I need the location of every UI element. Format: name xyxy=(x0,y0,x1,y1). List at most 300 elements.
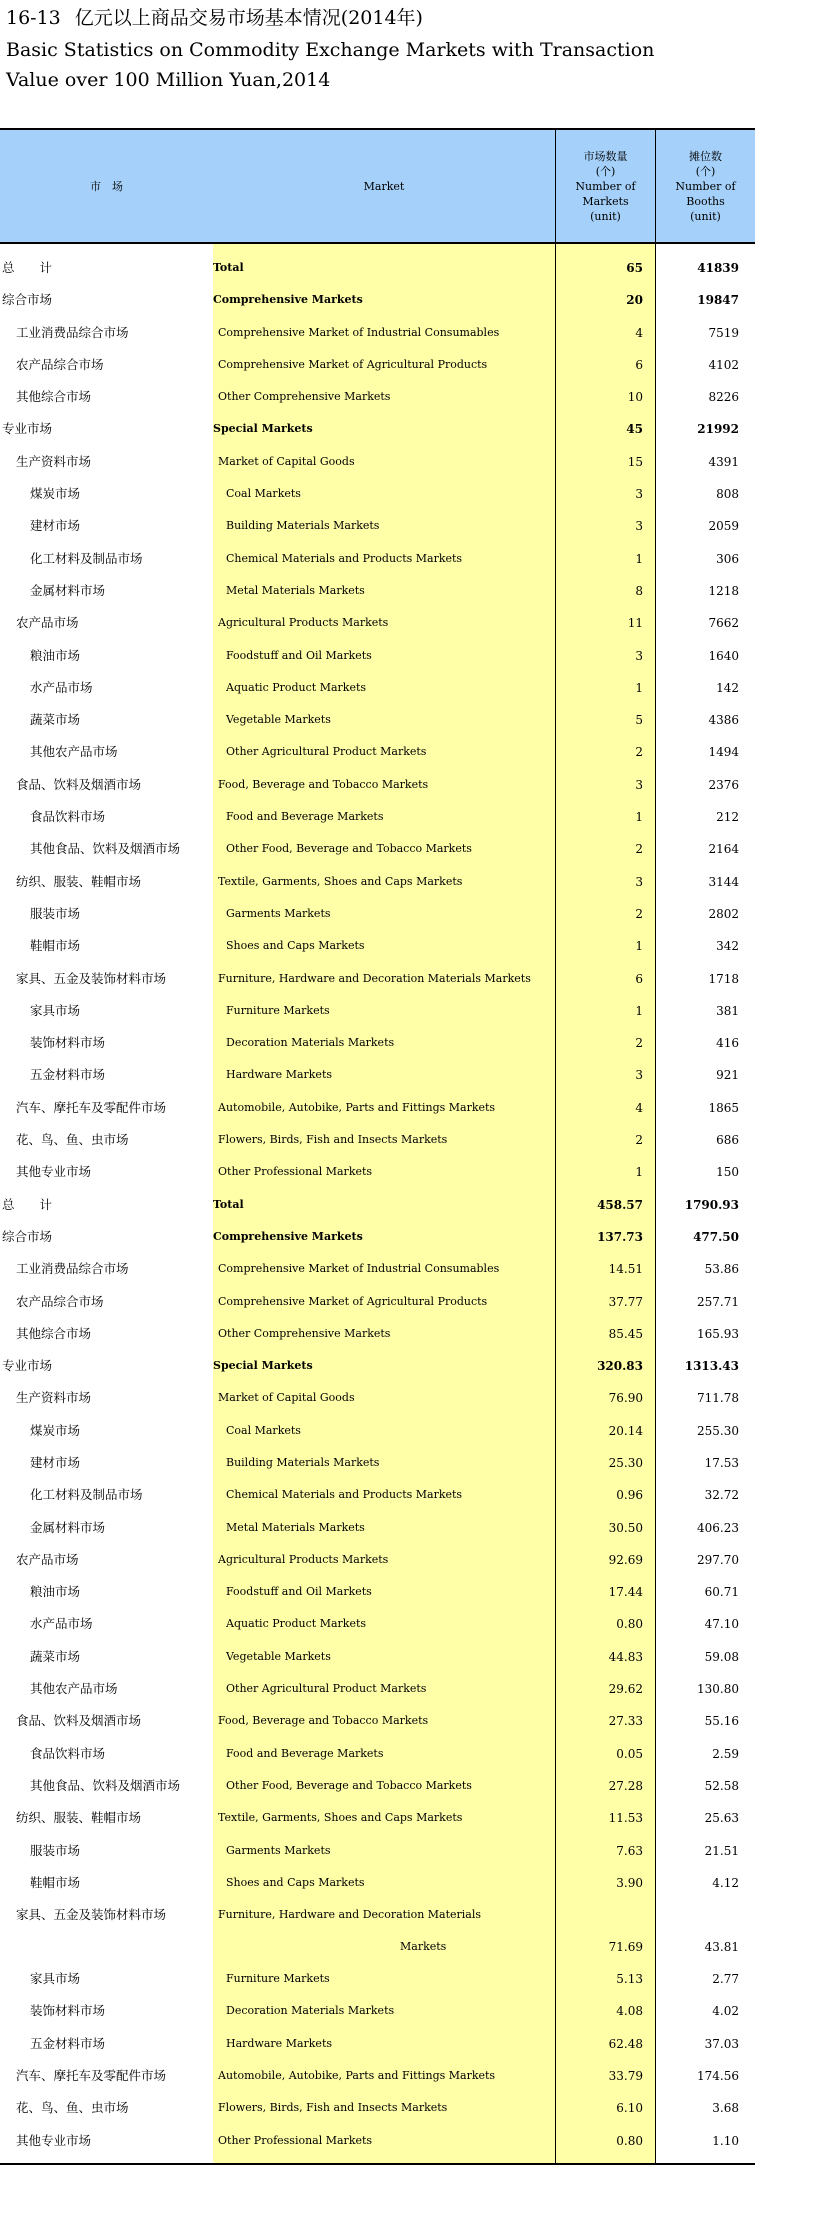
row-market-zh: 粮油市场 xyxy=(30,647,81,663)
row-value-markets: 11.53 xyxy=(608,1811,643,1826)
row-market-zh: 总 计 xyxy=(2,260,53,275)
row-value-markets: 71.69 xyxy=(608,1940,643,1955)
table-row xyxy=(0,1512,755,1544)
table-row xyxy=(0,1963,755,1995)
row-market-en: Building Materials Markets xyxy=(226,1455,380,1469)
row-value-markets: 27.33 xyxy=(608,1714,643,1729)
row-market-en: Hardware Markets xyxy=(226,1068,333,1082)
row-market-en: Coal Markets xyxy=(226,1423,301,1437)
table-row xyxy=(0,930,755,962)
row-value-booths: 381 xyxy=(716,1003,739,1018)
row-market-en: Comprehensive Markets xyxy=(213,1229,363,1243)
row-market-zh: 食品饮料市场 xyxy=(30,1745,106,1761)
row-value-booths: 37.03 xyxy=(704,2036,739,2051)
table-row xyxy=(0,607,755,639)
row-market-zh: 农产品市场 xyxy=(16,1551,79,1567)
table-row xyxy=(0,413,755,445)
row-market-en: Vegetable Markets xyxy=(226,1649,331,1663)
row-value-booths: 1640 xyxy=(708,648,739,663)
row-value-markets: 137.73 xyxy=(597,1229,643,1244)
row-market-zh: 其他农产品市场 xyxy=(30,1681,118,1697)
row-market-en: Total xyxy=(213,1197,244,1211)
row-market-zh: 专业市场 xyxy=(2,1358,53,1374)
row-market-zh: 金属材料市场 xyxy=(30,582,106,598)
row-value-booths: 4386 xyxy=(708,713,739,728)
row-value-booths: 2059 xyxy=(708,519,739,534)
row-market-zh: 鞋帽市场 xyxy=(30,938,81,954)
row-market-en: Other Professional Markets xyxy=(218,1165,373,1179)
row-market-en: Special Markets xyxy=(213,422,313,436)
row-market-zh: 蔬菜市场 xyxy=(30,712,81,728)
row-value-booths: 3144 xyxy=(708,874,739,889)
row-value-booths: 130.80 xyxy=(697,1682,739,1697)
row-value-markets: 3.90 xyxy=(616,1875,643,1890)
row-market-zh: 其他专业市场 xyxy=(16,2132,92,2148)
row-value-markets: 20.14 xyxy=(608,1423,643,1438)
table-row xyxy=(0,1770,755,1802)
row-market-en: Metal Materials Markets xyxy=(226,583,365,597)
table-row xyxy=(0,1899,755,1963)
row-market-en: Comprehensive Market of Agricultural Products xyxy=(218,357,488,371)
row-value-markets: 20 xyxy=(626,293,643,308)
row-market-zh: 其他综合市场 xyxy=(16,389,92,405)
row-market-en: Flowers, Birds, Fish and Insects Markets xyxy=(218,2101,448,2115)
row-market-zh: 总 计 xyxy=(2,1196,53,1212)
row-market-zh: 食品、饮料及烟酒市场 xyxy=(16,1713,142,1729)
row-value-markets: 33.79 xyxy=(608,2069,643,2084)
row-value-markets: 6 xyxy=(635,971,643,986)
row-market-zh: 食品饮料市场 xyxy=(30,809,106,825)
row-market-en: Textile, Garments, Shoes and Caps Markets xyxy=(218,1811,463,1825)
header-markets-unit: (unit) xyxy=(590,209,621,223)
table-row xyxy=(0,1608,755,1640)
row-value-booths: 297.70 xyxy=(697,1552,739,1567)
row-market-zh: 水产品市场 xyxy=(30,679,93,695)
row-market-en: Coal Markets xyxy=(226,487,301,501)
row-market-en: Other Agricultural Product Markets xyxy=(226,1682,427,1696)
row-value-markets: 3 xyxy=(635,874,643,889)
header-booths-count xyxy=(656,130,755,242)
row-value-markets: 15 xyxy=(627,454,643,469)
row-value-booths: 1494 xyxy=(708,745,739,760)
row-market-zh: 家具、五金及装饰材料市场 xyxy=(16,1907,167,1923)
row-value-markets: 30.50 xyxy=(608,1520,643,1535)
row-value-markets: 3 xyxy=(635,519,643,534)
row-market-en: Comprehensive Market of Agricultural Products xyxy=(218,1294,488,1308)
row-value-booths: 4.12 xyxy=(712,1875,739,1890)
table-title-zh-text: 亿元以上商品交易市场基本情况(2014年) xyxy=(74,7,423,29)
row-value-markets: 2 xyxy=(635,1133,643,1148)
table-number: 16-13 xyxy=(6,7,61,29)
table-row xyxy=(0,1867,755,1899)
table-row xyxy=(0,1544,755,1576)
table-row xyxy=(0,1318,755,1350)
row-value-booths: 1718 xyxy=(708,971,739,986)
row-market-en: Aquatic Product Markets xyxy=(226,1617,367,1631)
table-row xyxy=(0,381,755,413)
row-value-markets: 3 xyxy=(635,777,643,792)
table-title-en-line2: Value over 100 Million Yuan,2014 xyxy=(6,69,331,91)
row-value-booths: 4102 xyxy=(708,357,739,372)
row-value-markets: 5.13 xyxy=(616,1972,643,1987)
row-market-zh: 其他农产品市场 xyxy=(30,744,118,760)
row-value-markets: 0.05 xyxy=(616,1746,643,1761)
row-value-booths: 1313.43 xyxy=(684,1359,739,1374)
row-market-en: Chemical Materials and Products Markets xyxy=(226,551,463,565)
row-value-booths: 2164 xyxy=(708,842,739,857)
row-value-markets: 5 xyxy=(635,713,643,728)
table-row xyxy=(0,1092,755,1124)
table-row xyxy=(0,1189,755,1221)
row-market-zh: 生产资料市场 xyxy=(16,453,92,469)
row-market-zh: 食品、饮料及烟酒市场 xyxy=(16,776,142,792)
row-market-en: Agricultural Products Markets xyxy=(218,616,389,630)
row-value-markets: 45 xyxy=(626,422,643,437)
row-value-booths: 477.50 xyxy=(693,1229,739,1244)
row-value-booths: 1218 xyxy=(708,583,739,598)
row-market-en: Food, Beverage and Tobacco Markets xyxy=(218,777,429,791)
row-value-markets: 4 xyxy=(635,1100,643,1115)
header-markets-en2: Markets xyxy=(582,194,629,208)
row-value-booths: 32.72 xyxy=(704,1488,739,1503)
table-row xyxy=(0,995,755,1027)
row-value-booths: 7519 xyxy=(708,325,739,340)
row-market-zh: 农产品综合市场 xyxy=(16,356,104,372)
row-value-markets: 14.51 xyxy=(608,1262,643,1277)
row-market-en: Flowers, Birds, Fish and Insects Markets xyxy=(218,1133,448,1147)
row-market-zh: 生产资料市场 xyxy=(16,1390,92,1406)
table-row xyxy=(0,446,755,478)
row-value-booths: 686 xyxy=(716,1133,739,1148)
row-market-en: Foodstuff and Oil Markets xyxy=(226,1585,372,1599)
row-market-en: Food and Beverage Markets xyxy=(226,1746,384,1760)
row-value-markets: 2 xyxy=(635,745,643,760)
row-market-en: Hardware Markets xyxy=(226,2036,333,2050)
table-row xyxy=(0,1059,755,1091)
row-value-markets: 7.63 xyxy=(616,1843,643,1858)
row-market-en: Special Markets xyxy=(213,1359,313,1373)
table-row xyxy=(0,1447,755,1479)
row-value-markets: 11 xyxy=(627,616,643,631)
row-value-markets: 1 xyxy=(635,939,643,954)
table-row xyxy=(0,1124,755,1156)
header-booths-en2: Booths xyxy=(686,194,725,208)
table-title-en-line1: Basic Statistics on Commodity Exchange Markets with Transaction xyxy=(6,39,655,61)
row-value-booths: 416 xyxy=(716,1036,739,1051)
row-value-markets: 44.83 xyxy=(608,1649,643,1664)
row-market-en: Comprehensive Market of Industrial Consumables xyxy=(218,325,500,339)
row-value-markets: 1 xyxy=(635,551,643,566)
row-market-en: Vegetable Markets xyxy=(226,713,331,727)
table-row xyxy=(0,317,755,349)
row-value-markets: 62.48 xyxy=(608,2036,643,2051)
row-market-zh: 五金材料市场 xyxy=(30,1067,106,1083)
row-market-en: Other Professional Markets xyxy=(218,2133,373,2147)
table-row xyxy=(0,1995,755,2027)
table-row xyxy=(0,1253,755,1285)
table-row xyxy=(0,1382,755,1414)
row-value-markets: 27.28 xyxy=(608,1778,643,1793)
row-value-booths: 55.16 xyxy=(704,1714,739,1729)
row-value-markets: 65 xyxy=(626,261,643,275)
row-value-booths: 1790.93 xyxy=(684,1197,739,1212)
row-value-markets: 0.96 xyxy=(616,1488,643,1503)
header-booths-en1: Number of xyxy=(675,179,736,193)
header-market-en: Market xyxy=(363,179,405,193)
row-value-markets: 3 xyxy=(635,1068,643,1083)
row-market-en: Textile, Garments, Shoes and Caps Markets xyxy=(218,874,463,888)
row-market-en: Other Comprehensive Markets xyxy=(218,390,391,404)
row-value-markets: 1 xyxy=(635,1165,643,1180)
row-value-markets: 0.80 xyxy=(616,2133,643,2148)
row-value-markets: 1 xyxy=(635,810,643,825)
header-booths-unit-zh: (个) xyxy=(695,164,716,178)
row-market-zh: 家具市场 xyxy=(30,1002,81,1018)
row-market-zh: 工业消费品综合市场 xyxy=(16,1261,129,1277)
row-value-booths: 150 xyxy=(716,1165,739,1180)
row-market-zh: 其他食品、饮料及烟酒市场 xyxy=(30,1777,181,1793)
table-row xyxy=(0,1027,755,1059)
row-market-zh: 综合市场 xyxy=(2,292,53,308)
row-value-booths: 174.56 xyxy=(697,2069,739,2084)
row-value-markets: 4.08 xyxy=(616,2004,643,2019)
row-value-booths: 306 xyxy=(716,551,739,566)
row-market-zh: 煤炭市场 xyxy=(30,1422,81,1438)
row-market-zh: 花、鸟、鱼、虫市场 xyxy=(16,1132,129,1148)
row-market-en: Comprehensive Market of Industrial Consumables xyxy=(218,1262,500,1276)
row-market-zh: 化工材料及制品市场 xyxy=(30,1487,143,1503)
row-value-markets: 92.69 xyxy=(608,1552,643,1567)
row-value-markets: 1 xyxy=(635,680,643,695)
row-market-en: Automobile, Autobike, Parts and Fittings Markets xyxy=(218,2069,496,2083)
row-market-zh: 综合市场 xyxy=(2,1228,53,1244)
table-row xyxy=(0,1221,755,1253)
row-market-zh: 纺织、服装、鞋帽市场 xyxy=(16,1810,142,1826)
table-row xyxy=(0,2060,755,2092)
row-value-markets: 3 xyxy=(635,487,643,502)
row-value-markets: 85.45 xyxy=(608,1326,643,1341)
row-value-booths: 257.71 xyxy=(697,1294,739,1309)
row-value-booths: 53.86 xyxy=(704,1262,739,1277)
row-value-markets: 320.83 xyxy=(597,1359,643,1374)
table-row xyxy=(0,1802,755,1834)
row-market-zh: 工业消费品综合市场 xyxy=(16,324,129,340)
row-market-zh: 花、鸟、鱼、虫市场 xyxy=(16,2100,129,2116)
row-market-en-continued: Markets xyxy=(400,1940,447,1954)
row-value-booths: 1.10 xyxy=(712,2133,739,2148)
row-market-en: Furniture Markets xyxy=(226,1972,330,1986)
table-row xyxy=(0,898,755,930)
row-market-en: Other Food, Beverage and Tobacco Markets xyxy=(226,1778,472,1792)
table-row xyxy=(0,575,755,607)
row-value-booths: 21992 xyxy=(697,422,739,437)
row-value-booths: 21.51 xyxy=(704,1843,739,1858)
row-market-en: Agricultural Products Markets xyxy=(218,1552,389,1566)
table-row xyxy=(0,1705,755,1737)
table-row xyxy=(0,866,755,898)
table-row xyxy=(0,252,755,284)
row-value-booths: 43.81 xyxy=(704,1940,739,1955)
row-value-markets: 2 xyxy=(635,906,643,921)
row-value-booths: 17.53 xyxy=(704,1455,739,1470)
row-market-zh: 汽车、摩托车及零配件市场 xyxy=(16,1099,167,1115)
row-market-zh: 汽车、摩托车及零配件市场 xyxy=(16,2068,167,2084)
header-booths-zh: 摊位数 xyxy=(688,149,722,163)
table-row xyxy=(0,736,755,768)
row-market-en: Decoration Materials Markets xyxy=(226,2004,395,2018)
row-market-en: Market of Capital Goods xyxy=(218,1391,355,1405)
row-market-zh: 装饰材料市场 xyxy=(30,2003,106,2019)
row-value-booths: 808 xyxy=(716,487,739,502)
row-value-markets: 29.62 xyxy=(608,1682,643,1697)
row-value-booths: 4.02 xyxy=(712,2004,739,2019)
row-market-en: Shoes and Caps Markets xyxy=(226,939,365,953)
row-market-zh: 煤炭市场 xyxy=(30,486,81,502)
row-market-zh: 建材市场 xyxy=(30,518,81,534)
row-value-booths: 142 xyxy=(716,680,739,695)
row-market-en: Furniture Markets xyxy=(226,1003,330,1017)
row-market-en: Food and Beverage Markets xyxy=(226,810,384,824)
row-market-zh: 农产品市场 xyxy=(16,615,79,631)
row-value-booths: 921 xyxy=(716,1068,739,1083)
row-value-booths: 19847 xyxy=(697,293,739,308)
table-row xyxy=(0,672,755,704)
row-market-en: Other Comprehensive Markets xyxy=(218,1326,391,1340)
row-market-en: Shoes and Caps Markets xyxy=(226,1875,365,1889)
row-value-markets: 76.90 xyxy=(608,1391,643,1406)
row-market-zh: 蔬菜市场 xyxy=(30,1648,81,1664)
row-value-booths: 1865 xyxy=(708,1100,739,1115)
table-row xyxy=(0,640,755,672)
table-row xyxy=(0,1576,755,1608)
row-market-en: Furniture, Hardware and Decoration Materials xyxy=(218,1908,482,1922)
row-market-en: Furniture, Hardware and Decoration Materials Markets xyxy=(218,971,531,985)
header-markets-en1: Number of xyxy=(575,179,636,193)
table-row xyxy=(0,2092,755,2124)
row-market-en: Other Food, Beverage and Tobacco Markets xyxy=(226,842,472,856)
row-value-markets: 3 xyxy=(635,648,643,663)
header-markets-unit-zh: (个) xyxy=(595,164,616,178)
row-market-en: Total xyxy=(213,261,244,274)
row-market-zh: 农产品综合市场 xyxy=(16,1293,104,1309)
market-table xyxy=(0,128,755,2165)
row-value-markets: 4 xyxy=(635,325,643,340)
table-row xyxy=(0,1479,755,1511)
table-row xyxy=(0,1673,755,1705)
table-row xyxy=(0,769,755,801)
row-market-en: Foodstuff and Oil Markets xyxy=(226,648,372,662)
row-market-zh: 鞋帽市场 xyxy=(30,1874,81,1890)
row-market-en: Market of Capital Goods xyxy=(218,454,355,468)
table-row xyxy=(0,1738,755,1770)
row-market-zh: 化工材料及制品市场 xyxy=(30,550,143,566)
table-row xyxy=(0,2028,755,2060)
row-market-en: Food, Beverage and Tobacco Markets xyxy=(218,1714,429,1728)
row-market-en: Aquatic Product Markets xyxy=(226,680,367,694)
row-market-zh: 其他专业市场 xyxy=(16,1164,92,1180)
row-value-booths: 165.93 xyxy=(697,1326,739,1341)
table-row xyxy=(0,1286,755,1318)
row-market-en: Garments Markets xyxy=(226,1843,331,1857)
row-market-zh: 金属材料市场 xyxy=(30,1519,106,1535)
row-value-booths: 7662 xyxy=(708,616,739,631)
row-value-markets: 37.77 xyxy=(608,1294,643,1309)
table-row xyxy=(0,478,755,510)
row-value-booths: 8226 xyxy=(708,390,739,405)
row-value-booths: 2802 xyxy=(708,906,739,921)
row-value-booths: 406.23 xyxy=(697,1520,739,1535)
row-market-en: Chemical Materials and Products Markets xyxy=(226,1488,463,1502)
row-value-booths: 711.78 xyxy=(697,1391,739,1406)
row-value-markets: 6.10 xyxy=(616,2101,643,2116)
row-market-zh: 服装市场 xyxy=(30,905,81,921)
table-row xyxy=(0,833,755,865)
row-value-booths: 2376 xyxy=(708,777,739,792)
table-row xyxy=(0,1835,755,1867)
row-market-en: Comprehensive Markets xyxy=(213,293,363,307)
row-market-zh: 五金材料市场 xyxy=(30,2035,106,2051)
row-value-booths: 47.10 xyxy=(704,1617,739,1632)
table-title-zh xyxy=(6,6,423,30)
table-row xyxy=(0,543,755,575)
table-row xyxy=(0,284,755,316)
row-value-booths: 255.30 xyxy=(697,1423,739,1438)
table-header xyxy=(0,128,755,244)
table-row xyxy=(0,704,755,736)
row-value-booths: 59.08 xyxy=(704,1649,739,1664)
row-market-en: Building Materials Markets xyxy=(226,519,380,533)
table-row xyxy=(0,349,755,381)
row-market-en: Metal Materials Markets xyxy=(226,1520,365,1534)
table-row xyxy=(0,1350,755,1382)
table-body xyxy=(0,244,755,2165)
row-value-booths: 212 xyxy=(716,810,739,825)
row-market-zh: 建材市场 xyxy=(30,1454,81,1470)
row-market-zh: 家具、五金及装饰材料市场 xyxy=(16,970,167,986)
header-booths-unit: (unit) xyxy=(690,209,721,223)
row-market-zh: 家具市场 xyxy=(30,1971,81,1987)
table-row xyxy=(0,510,755,542)
table-rows xyxy=(0,244,755,2163)
row-market-zh: 其他综合市场 xyxy=(16,1325,92,1341)
row-value-booths: 60.71 xyxy=(704,1585,739,1600)
row-value-booths: 342 xyxy=(716,939,739,954)
row-value-markets: 0.80 xyxy=(616,1617,643,1632)
header-markets-count xyxy=(556,130,655,242)
header-markets-zh: 市场数量 xyxy=(583,149,628,163)
table-row xyxy=(0,1415,755,1447)
row-value-booths: 3.68 xyxy=(712,2101,739,2116)
table-row xyxy=(0,801,755,833)
header-market-zh: 市 场 xyxy=(90,179,123,193)
row-value-booths: 4391 xyxy=(708,454,739,469)
row-value-booths: 2.77 xyxy=(712,1972,739,1987)
row-market-zh: 粮油市场 xyxy=(30,1584,81,1600)
row-value-markets: 25.30 xyxy=(608,1455,643,1470)
row-value-markets: 8 xyxy=(635,583,643,598)
table-row xyxy=(0,1641,755,1673)
row-market-zh: 服装市场 xyxy=(30,1842,81,1858)
row-market-zh: 装饰材料市场 xyxy=(30,1035,106,1051)
row-value-markets: 10 xyxy=(627,390,643,405)
row-market-en: Automobile, Autobike, Parts and Fittings Markets xyxy=(218,1100,496,1114)
table-row xyxy=(0,1156,755,1188)
row-market-en: Decoration Materials Markets xyxy=(226,1036,395,1050)
row-value-booths: 2.59 xyxy=(712,1746,739,1761)
row-value-markets: 2 xyxy=(635,1036,643,1051)
row-market-zh: 其他食品、饮料及烟酒市场 xyxy=(30,841,181,857)
row-value-markets: 2 xyxy=(635,842,643,857)
